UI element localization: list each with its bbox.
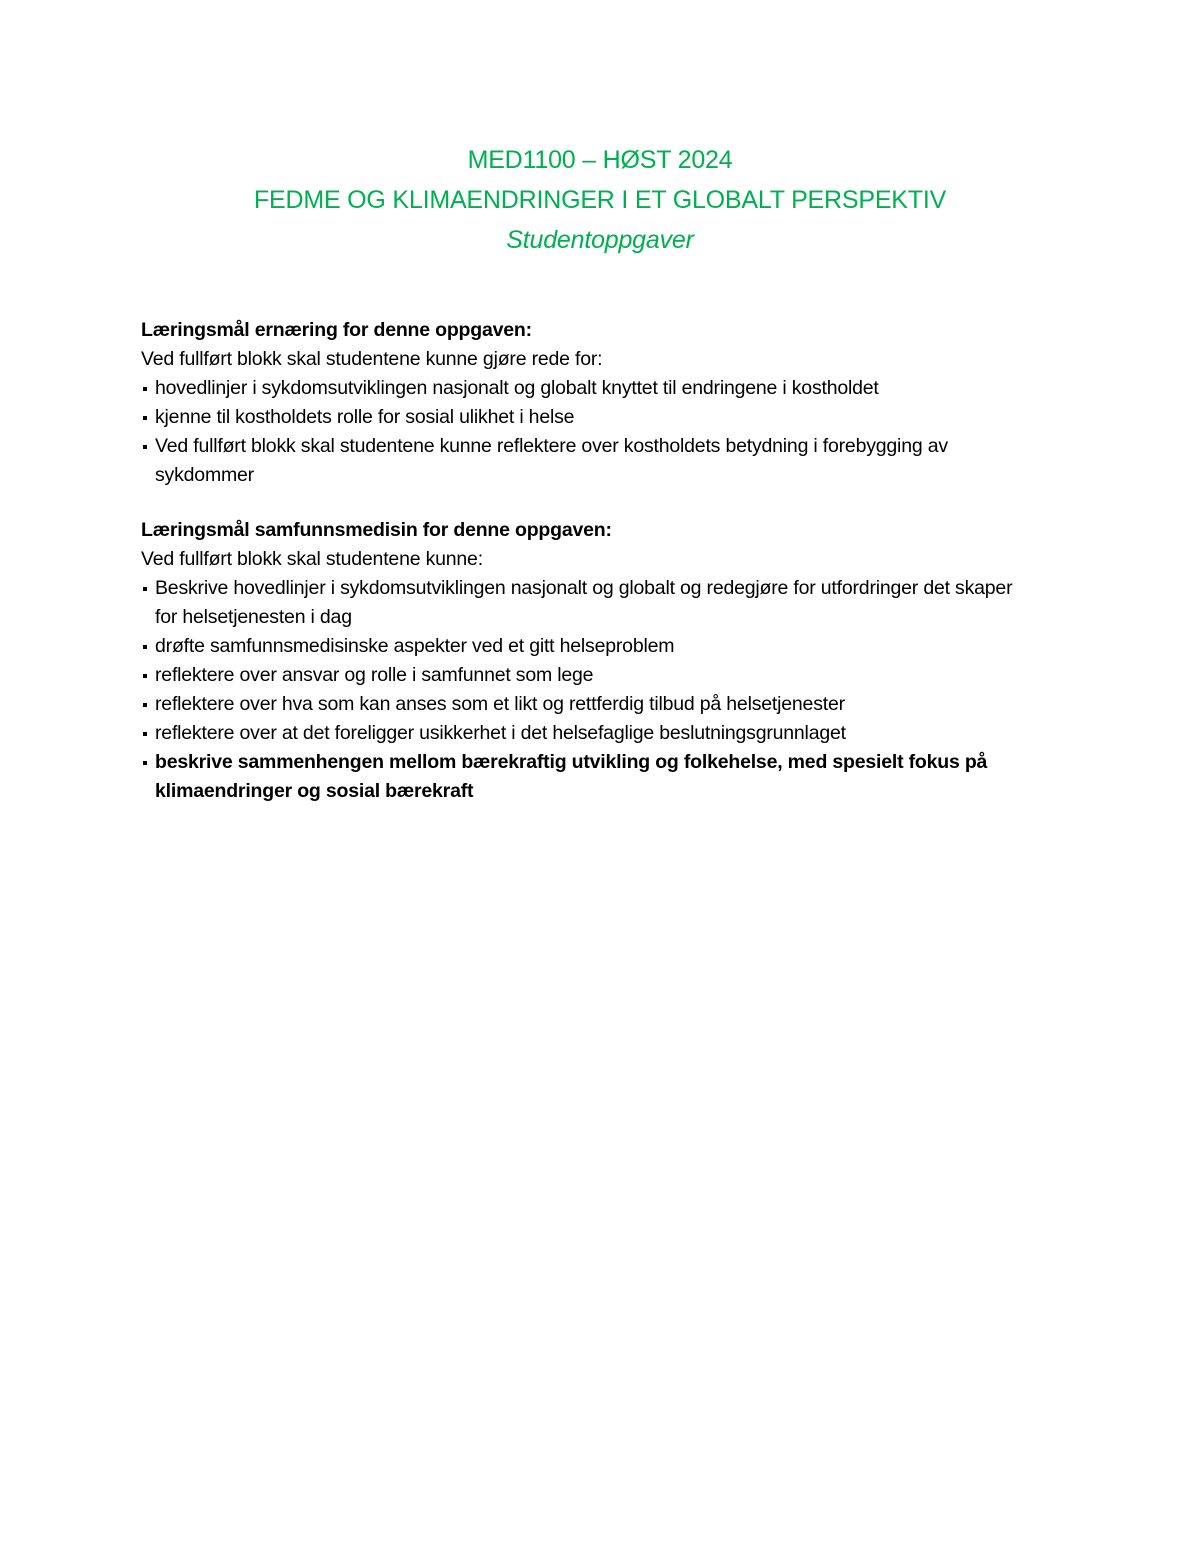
document-subtitle: Studentoppgaver: [506, 226, 694, 254]
list-item: reflektere over hva som kan anses som et likt og rettferdig tilbud på helsetjenester: [141, 690, 1021, 719]
document-header: [0, 140, 1200, 260]
list-item: reflektere over ansvar og rolle i samfunnet som lege: [141, 661, 1021, 690]
list-item: beskrive sammenhengen mellom bærekraftig utvikling og folkehelse, med spesielt fokus på klimaendringer og sosial bærekraft: [141, 748, 1021, 806]
learning-goals-community-medicine: [141, 516, 1021, 806]
list-item: Beskrive hovedlinjer i sykdomsutviklingen nasjonalt og globalt og redegjøre for utfordringer det skaper for helsetjenesten i dag: [141, 574, 1021, 632]
course-line: MED1100 – HØST 2024: [467, 146, 733, 174]
section-intro: Ved fullført blokk skal studentene kunne gjøre rede for:: [141, 348, 603, 370]
section-heading: Læringsmål ernæring for denne oppgaven:: [141, 319, 532, 341]
section-intro: Ved fullført blokk skal studentene kunne:: [141, 548, 483, 570]
learning-goals-nutrition: [141, 316, 1021, 490]
list-item: drøfte samfunnsmedisinske aspekter ved et gitt helseproblem: [141, 632, 1021, 661]
document-title: FEDME OG KLIMAENDRINGER I ET GLOBALT PERSPEKTIV: [253, 186, 947, 214]
list-item: hovedlinjer i sykdomsutviklingen nasjonalt og globalt knyttet til endringene i kostholdet: [141, 374, 1021, 403]
goal-list: [141, 374, 1021, 490]
list-item: kjenne til kostholdets rolle for sosial ulikhet i helse: [141, 403, 1021, 432]
section-heading: Læringsmål samfunnsmedisin for denne oppgaven:: [141, 519, 612, 541]
list-item: Ved fullført blokk skal studentene kunne reflektere over kostholdets betydning i forebygging av sykdommer: [141, 432, 1021, 490]
goal-list: [141, 574, 1021, 806]
list-item: reflektere over at det foreligger usikkerhet i det helsefaglige beslutningsgrunnlaget: [141, 719, 1021, 748]
